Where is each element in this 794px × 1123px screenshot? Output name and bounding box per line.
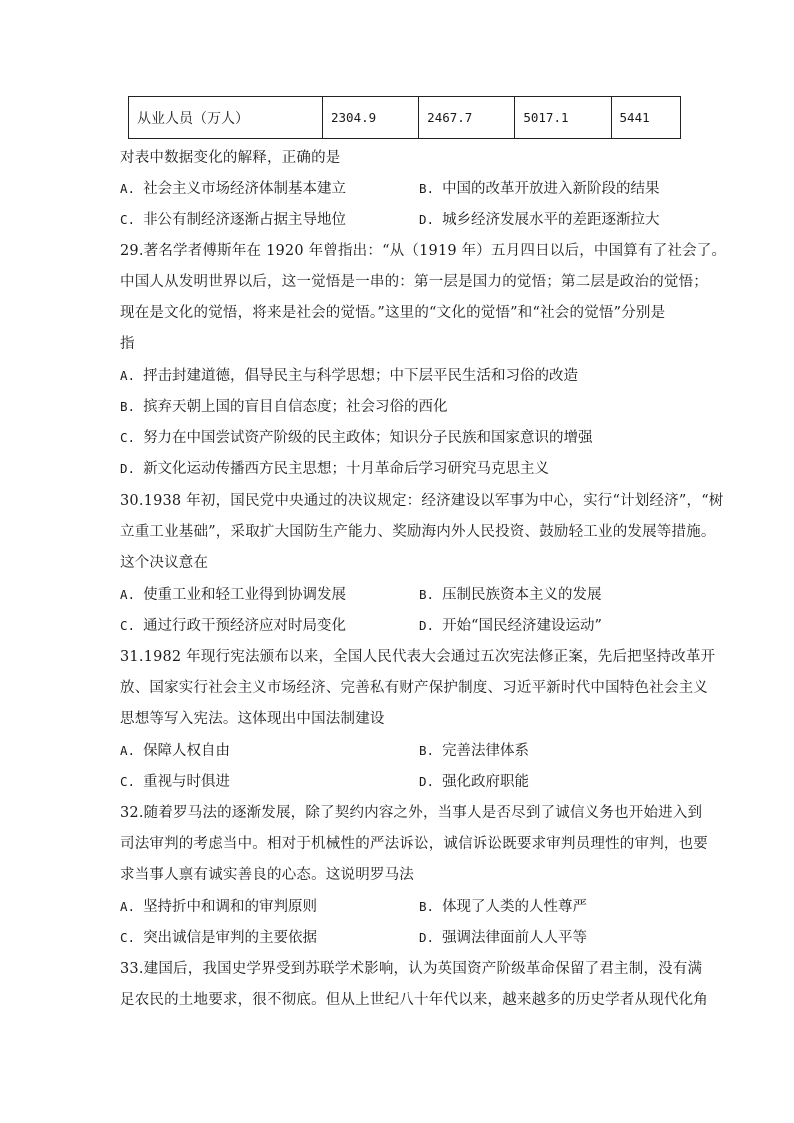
option-label: D. (419, 774, 435, 789)
table-cell: 5017.1 (515, 97, 611, 139)
option-text: 努力在中国尝试资产阶级的民主政体；知识分子民族和国家意识的增强 (143, 430, 593, 446)
option-label: B. (419, 587, 435, 602)
option-text: 保障人权自由 (143, 743, 231, 759)
option-c[interactable] (120, 926, 317, 947)
table-cell: 2304.9 (323, 97, 419, 139)
option-a[interactable] (120, 583, 346, 604)
option-text: 体现了人类的人性尊严 (442, 899, 588, 915)
option-d[interactable] (419, 770, 529, 791)
option-a[interactable] (120, 364, 578, 385)
question-text-line: 30.1938 年初，国民党中央通过的决议规定：经济建设以军事为中心，实行“计划经济”，“树 (120, 493, 724, 509)
question-text-line: 中国人从发明世界以后，这一觉悟是一串的：第一层是国力的觉悟；第二层是政治的觉悟； (120, 274, 708, 290)
option-text: 通过行政干预经济应对时局变化 (143, 618, 347, 634)
option-text: 重视与时俱进 (143, 774, 231, 790)
option-label: C. (120, 430, 136, 445)
question-text-line: 现在是文化的觉悟，将来是社会的觉悟。”这里的“文化的觉悟”和“社会的觉悟”分别是 (120, 305, 666, 321)
question-text-line: 求当事人禀有诚实善良的心态。这说明罗马法 (120, 867, 414, 883)
option-d[interactable] (419, 926, 587, 947)
option-text: 摈弃天朝上国的盲目自信态度；社会习俗的西化 (143, 399, 448, 415)
question-text-line: 32.随着罗马法的逐渐发展，除了契约内容之外，当事人是否尽到了诚信义务也开始进入到 (120, 805, 703, 821)
option-label: D. (419, 930, 435, 945)
option-c[interactable] (120, 208, 346, 229)
question-text-line: 放、国家实行社会主义市场经济、完善私有财产保护制度、习近平新时代中国特色社会主义 (120, 680, 708, 696)
option-label: D. (120, 461, 136, 476)
table-row (129, 97, 681, 139)
option-a[interactable] (120, 739, 230, 760)
option-label: B. (120, 399, 136, 414)
option-text: 开始“国民经济建设运动” (442, 618, 602, 634)
table-cell: 5441 (611, 97, 680, 139)
option-text: 非公有制经济逐渐占据主导地位 (143, 212, 347, 228)
question-text-line: 31.1982 年现行宪法颁布以来，全国人民代表大会通过五次宪法修正案，先后把坚持改革开 (120, 649, 716, 665)
option-text: 完善法律体系 (442, 743, 530, 759)
option-d[interactable] (419, 208, 660, 229)
option-text: 压制民族资本主义的发展 (442, 587, 602, 603)
question-text-line: 司法审判的考虑当中。相对于机械性的严法诉讼，诚信诉讼既要求审判员理性的审判，也要 (120, 836, 708, 852)
option-label: C. (120, 212, 136, 227)
option-b[interactable] (419, 895, 587, 916)
option-label: C. (120, 618, 136, 633)
question-stem: 对表中数据变化的解释，正确的是 (120, 150, 341, 166)
option-text: 强化政府职能 (442, 774, 530, 790)
option-text: 新文化运动传播西方民主思想；十月革命后学习研究马克思主义 (143, 461, 550, 477)
option-text: 强调法律面前人人平等 (442, 930, 588, 946)
option-label: B. (419, 899, 435, 914)
question-text-line: 指 (120, 336, 135, 352)
option-text: 抨击封建道德，倡导民主与科学思想；中下层平民生活和习俗的改造 (143, 368, 579, 384)
option-label: B. (419, 181, 435, 196)
option-a[interactable] (120, 895, 317, 916)
question-text-line: 思想等写入宪法。这体现出中国法制建设 (120, 711, 385, 727)
option-label: D. (419, 618, 435, 633)
option-d[interactable] (120, 457, 549, 478)
question-text-line: 立重工业基础”，采取扩大国防生产能力、奖励海内外人民投资、鼓励轻工业的发展等措施。 (120, 524, 716, 540)
option-text: 城乡经济发展水平的差距逐渐拉大 (442, 212, 660, 228)
option-label: C. (120, 930, 136, 945)
option-a[interactable] (120, 177, 346, 198)
question-text-line: 33.建国后，我国史学界受到苏联学术影响，认为英国资产阶级革命保留了君主制，没有满 (120, 961, 703, 977)
question-text-line: 足农民的土地要求，很不彻底。但从上世纪八十年代以来，越来越多的历史学者从现代化角 (120, 992, 708, 1008)
question-text-line: 这个决议意在 (120, 555, 209, 571)
option-label: A. (120, 899, 136, 914)
option-c[interactable] (120, 614, 346, 635)
option-text: 使重工业和轻工业得到协调发展 (143, 587, 347, 603)
option-text: 社会主义市场经济体制基本建立 (143, 181, 347, 197)
option-label: C. (120, 774, 136, 789)
option-d[interactable] (419, 614, 602, 635)
option-label: B. (419, 743, 435, 758)
option-b[interactable] (419, 177, 660, 198)
option-text: 坚持折中和调和的审判原则 (143, 899, 318, 915)
option-b[interactable] (419, 583, 602, 604)
table-row-label: 从业人员（万人） (129, 97, 323, 139)
option-text: 中国的改革开放进入新阶段的结果 (442, 181, 660, 197)
option-label: A. (120, 368, 136, 383)
question-text-line: 29.著名学者傅斯年在 1920 年曾指出：“从（1919 年）五月四日以后，中国算有了社会了。 (120, 243, 727, 259)
option-label: A. (120, 587, 136, 602)
option-b[interactable] (419, 739, 529, 760)
table-cell: 2467.7 (419, 97, 515, 139)
option-label: A. (120, 181, 136, 196)
option-text: 突出诚信是审判的主要依据 (143, 930, 318, 946)
option-c[interactable] (120, 770, 230, 791)
option-b[interactable] (120, 395, 448, 416)
option-label: A. (120, 743, 136, 758)
data-table (128, 96, 681, 139)
option-label: D. (419, 212, 435, 227)
option-c[interactable] (120, 426, 593, 447)
